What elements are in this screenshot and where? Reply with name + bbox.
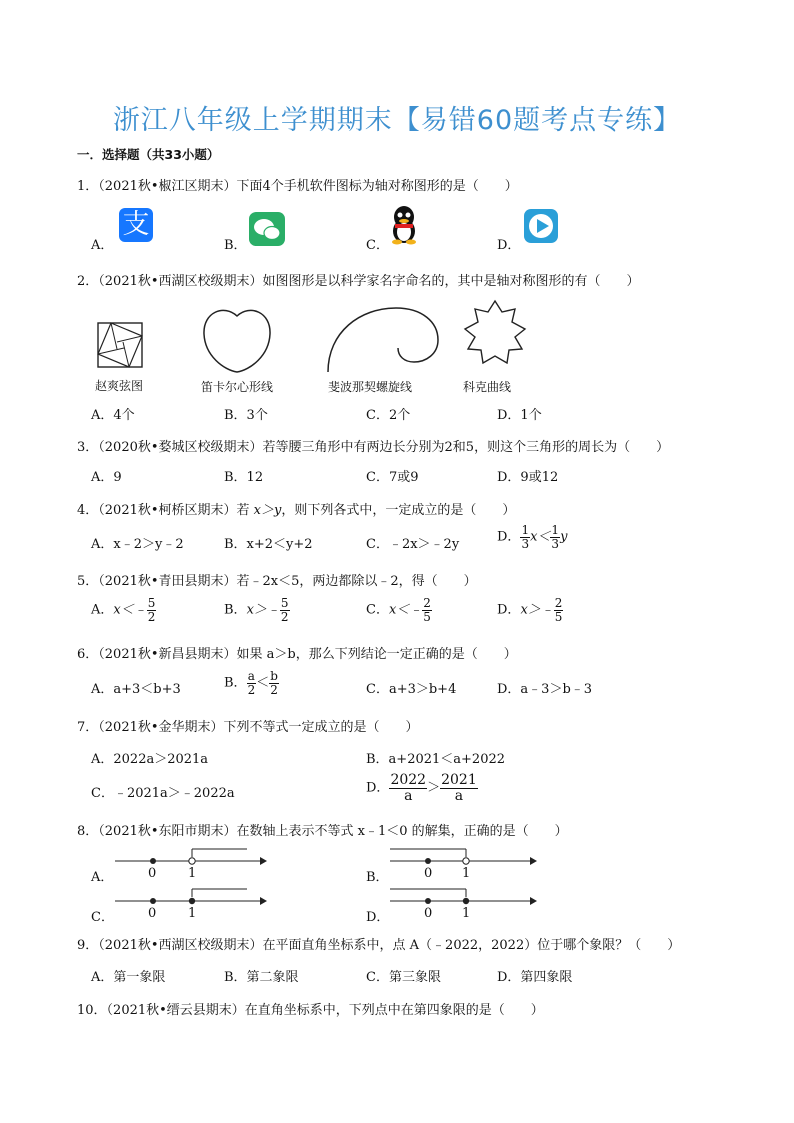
q7-d-label: D． <box>366 780 390 796</box>
q6-b-rel: ＜ <box>256 675 270 691</box>
q4-d-num-1: 1 <box>521 523 530 537</box>
q8-c-tick-1: 1 <box>188 906 197 921</box>
play-icon <box>524 209 558 243</box>
q7-option-b: B．a+2021＜a+2022 <box>366 752 506 767</box>
question-7-stem: 7．（2021秋•金华期末）下列不等式一定成立的是（ ） <box>77 720 419 735</box>
q7-d-num-2: 2021 <box>441 772 477 788</box>
wechat-icon <box>249 212 285 246</box>
q2-option-d: D．1个 <box>497 408 542 423</box>
q4-option-d <box>497 524 567 550</box>
q8-option-a-label: A． <box>91 870 114 885</box>
q4-d-fraction-2 <box>550 524 560 550</box>
q1-option-b-label: B． <box>224 238 247 253</box>
q1-option-d-label: D． <box>497 238 521 253</box>
q6-b-num-2: b <box>270 669 278 683</box>
page-title: 浙江八年级上学期期末【易错60题考点专练】 <box>112 105 682 136</box>
q4-option-c: C．﹣2x＞﹣2y <box>366 537 460 552</box>
q6-b-fraction-1 <box>247 670 257 696</box>
caption-cardioid: 笛卡尔心形线 <box>201 380 274 394</box>
q8-b-tick-0: 0 <box>424 866 433 881</box>
q6-b-den-1: 2 <box>247 682 256 697</box>
q4-d-num-2: 1 <box>551 523 560 537</box>
q6-option-d: D．a﹣3＞b﹣3 <box>497 682 593 697</box>
q9-option-a: A．第一象限 <box>91 970 166 985</box>
q8-d-tick-1: 1 <box>462 906 471 921</box>
q4-d-fraction-1 <box>520 524 530 550</box>
q9-option-c: C．第三象限 <box>366 970 441 985</box>
q4-d-den-1: 3 <box>521 536 530 551</box>
q5-c-fraction <box>422 597 432 623</box>
caption-fibonacci: 斐波那契螺旋线 <box>328 380 413 394</box>
q6-b-fraction-2 <box>269 670 279 696</box>
q5-a-num: 5 <box>147 596 156 610</box>
q4-option-a: A．x﹣2＞y﹣2 <box>91 537 184 552</box>
q8-b-tick-1: 1 <box>462 866 471 881</box>
q7-d-rel: ＞ <box>427 780 441 796</box>
q5-a-den: 2 <box>147 609 156 624</box>
q7-d-fraction-2 <box>440 773 478 803</box>
q7-option-a: A．2022a＞2021a <box>91 752 209 767</box>
q7-d-den-2: a <box>454 787 464 804</box>
q2-option-b: B．3个 <box>224 408 268 423</box>
q5-c-num: 2 <box>423 596 431 610</box>
q5-c-rel: x＜﹣ <box>388 602 423 618</box>
q4-stem-suffix: ，则下列各式中，一定成立的是（ ） <box>281 503 516 518</box>
q2-option-c: C．2个 <box>366 408 411 423</box>
q5-c-den: 5 <box>423 609 431 624</box>
q6-b-den-2: 2 <box>270 682 278 697</box>
question-9-stem: 9．（2021秋•西湖区校级期末）在平面直角坐标系中，点 A（﹣2022，2022）位于哪个象限？（ ） <box>77 938 681 953</box>
question-6-stem: 6．（2021秋•新昌县期末）如果 a＞b，那么下列结论一定正确的是（ ） <box>77 647 517 662</box>
alipay-icon: 支 <box>119 208 153 242</box>
q8-d-tick-0: 0 <box>424 906 433 921</box>
section-heading: 一．选择题（共33小题） <box>77 147 220 162</box>
q5-b-num: 5 <box>280 596 289 610</box>
koch-curve-figure <box>460 299 530 373</box>
q1-option-c-label: C． <box>366 238 389 253</box>
q7-d-fraction-1 <box>389 773 427 803</box>
q5-a-fraction <box>147 597 157 623</box>
q4-d-label: D． <box>497 529 521 545</box>
question-5-stem: 5．（2021秋•青田县期末）若﹣2x＜5，两边都除以﹣2，得（ ） <box>77 574 477 589</box>
q8-option-c-label: C． <box>91 910 114 925</box>
question-8-stem: 8．（2021秋•东阳市期末）在数轴上表示不等式 x﹣1＜0 的解集，正确的是（ ） <box>77 824 568 839</box>
q3-option-d: D．9或12 <box>497 470 559 485</box>
q3-option-a: A．9 <box>91 470 122 485</box>
question-4-stem <box>77 499 515 518</box>
q4-stem-inequality: x＞y <box>253 503 282 518</box>
q5-b-fraction <box>280 597 290 623</box>
q4-d-den-2: 3 <box>551 536 560 551</box>
caption-zhaoshuang: 赵爽弦图 <box>95 379 144 393</box>
q4-d-var-2: y <box>560 529 568 545</box>
q6-b-num-1: a <box>247 669 255 683</box>
q5-d-num: 2 <box>554 596 563 610</box>
q1-option-a-label: A． <box>91 238 114 253</box>
q7-option-c: C．﹣2021a＞﹣2022a <box>91 786 235 801</box>
q9-option-d: D．第四象限 <box>497 970 573 985</box>
q5-d-rel: x＞﹣ <box>520 602 554 618</box>
q5-d-fraction <box>554 597 564 623</box>
q5-c-label: C． <box>366 602 389 618</box>
q8-c-tick-0: 0 <box>148 906 157 921</box>
q3-option-c: C．7或9 <box>366 470 419 485</box>
q8-a-tick-0: 0 <box>148 866 157 881</box>
q3-option-b: B．12 <box>224 470 264 485</box>
caption-koch: 科克曲线 <box>463 380 512 394</box>
question-1-stem: 1．（2021秋•椒江区期末）下面4个手机软件图标为轴对称图形的是（ ） <box>77 179 518 194</box>
fibonacci-spiral-figure <box>326 306 442 378</box>
q5-a-label: A． <box>91 602 114 618</box>
question-2-stem: 2．（2021秋•西湖区校级期末）如图图形是以科学家名字命名的，其中是轴对称图形的有（ ） <box>77 274 640 289</box>
q5-option-b <box>224 597 290 623</box>
q5-d-label: D． <box>497 602 521 618</box>
q5-option-c <box>366 597 432 623</box>
q5-b-den: 2 <box>280 609 289 624</box>
question-3-stem: 3．（2020秋•婺城区校级期末）若等腰三角形中有两边长分别为2和5，则这个三角形的周长为（ ） <box>77 440 670 455</box>
q5-option-d <box>497 597 563 623</box>
zhaoshuang-diagram-figure <box>97 322 145 370</box>
q4-stem-prefix: 4．（2021秋•柯桥区期末）若 <box>77 503 254 518</box>
q6-b-label: B． <box>224 675 247 691</box>
q8-option-d-label: D． <box>366 910 390 925</box>
q6-option-c: C．a+3＞b+4 <box>366 682 457 697</box>
q6-option-a: A．a+3＜b+3 <box>91 682 181 697</box>
q9-option-b: B．第二象限 <box>224 970 299 985</box>
q2-option-a: A．4个 <box>91 408 135 423</box>
q7-d-den-1: a <box>404 787 413 804</box>
q4-d-var-1: x＜ <box>530 529 551 545</box>
question-10-stem: 10．（2021秋•缙云县期末）在直角坐标系中，下列点中在第四象限的是（ ） <box>77 1003 544 1018</box>
q8-a-tick-1: 1 <box>188 866 197 881</box>
q7-d-num-1: 2022 <box>390 772 427 788</box>
q8-option-b-label: B． <box>366 870 389 885</box>
q5-b-label: B． <box>224 602 247 618</box>
q6-option-b <box>224 670 279 696</box>
q5-d-den: 5 <box>554 609 563 624</box>
q7-option-d <box>366 773 478 803</box>
q5-option-a <box>91 597 156 623</box>
qq-icon <box>389 205 419 245</box>
cardioid-figure <box>202 308 272 374</box>
q5-a-rel: x＜﹣ <box>113 602 147 618</box>
q5-b-rel: x＞﹣ <box>246 602 280 618</box>
q4-option-b: B．x+2＜y+2 <box>224 537 313 552</box>
